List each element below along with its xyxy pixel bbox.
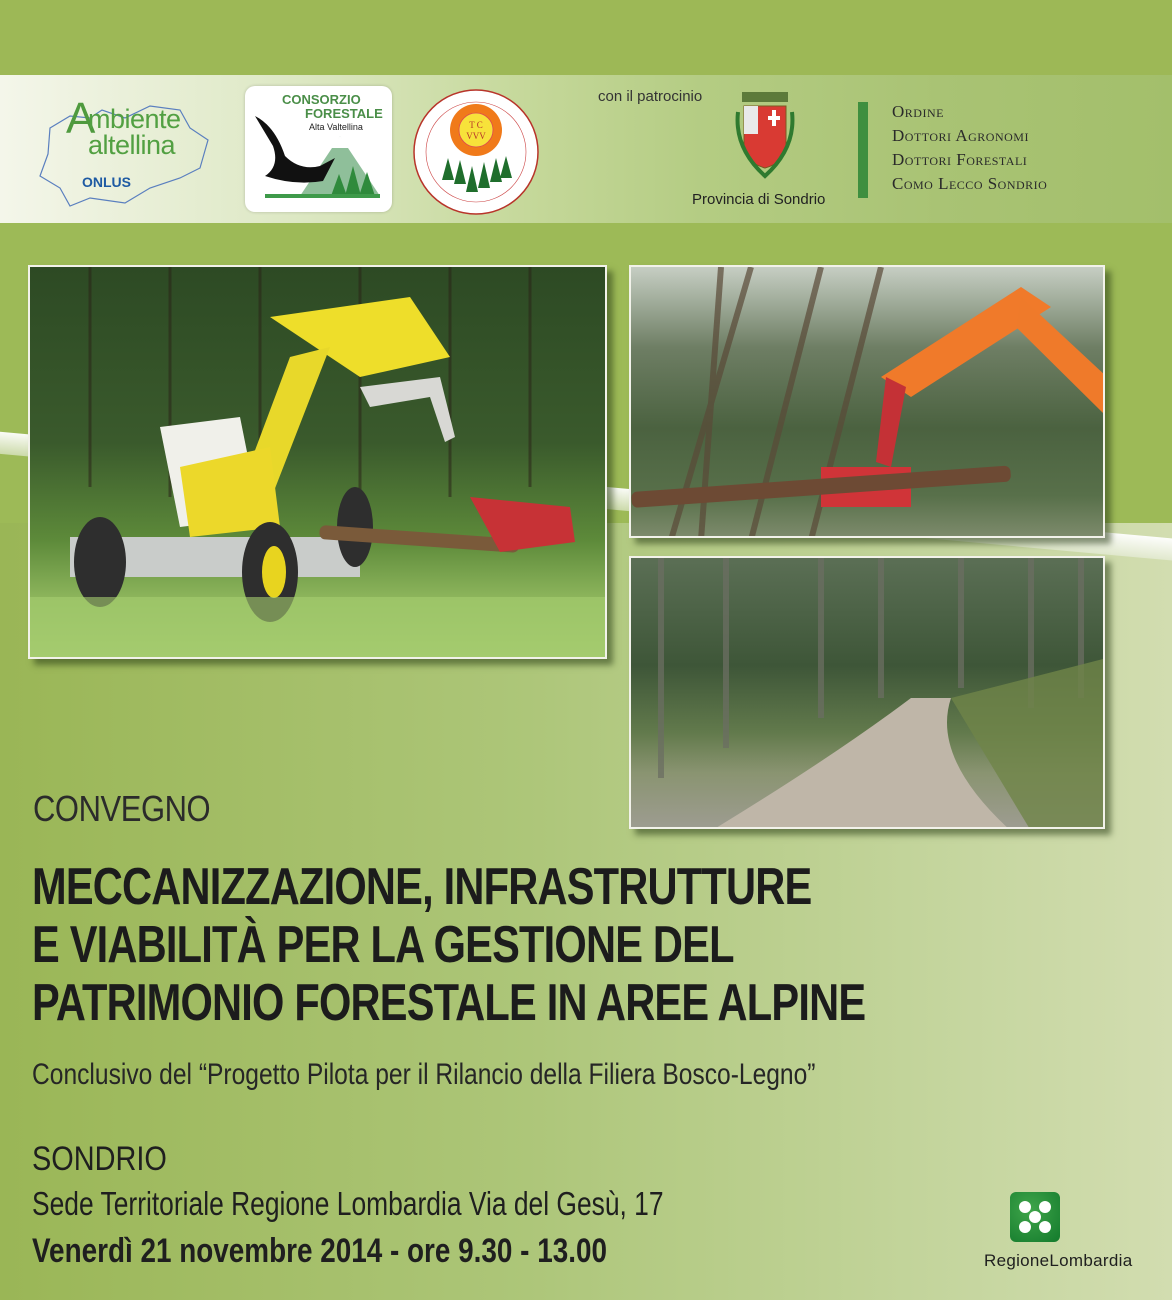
ordine-line: Ordine: [892, 102, 944, 121]
top-band: [0, 0, 1172, 75]
ordine-logo-text: [892, 100, 1047, 196]
ordine-line: Como Lecco Sondrio: [892, 174, 1048, 193]
coat-of-arms-icon: [730, 88, 800, 183]
patrocinio-label: con il patrocinio: [598, 88, 703, 105]
ordine-accent-bar: [858, 102, 868, 198]
provincia-label: Provincia di Sondrio: [692, 191, 826, 208]
harvester-photo: [28, 265, 607, 659]
eagle-mountain-icon: [245, 86, 392, 212]
regione-lombardia-logo: [1010, 1192, 1060, 1242]
event-type-label: CONVEGNO: [33, 788, 211, 829]
event-datetime: Venerdì 21 novembre 2014 - ore 9.30 - 13.00: [32, 1232, 607, 1270]
regione-lombardia-label: RegioneLombardia: [984, 1251, 1133, 1270]
av-line1: mbiente: [88, 104, 181, 134]
event-title-line: PATRIMONIO FORESTALE IN AREE ALPINE: [32, 974, 866, 1032]
ambiente-valtellina-logo: [30, 88, 220, 213]
event-city: SONDRIO: [32, 1140, 167, 1178]
event-subtitle: Conclusivo del “Progetto Pilota per il Rilancio della Filiera Bosco-Legno”: [32, 1058, 816, 1091]
ordine-line: Dottori Agronomi: [892, 126, 1029, 145]
svg-text:T C: T C: [469, 120, 483, 130]
cf-line1: CONSORZIO: [282, 92, 361, 107]
cf-line3: Alta Valtellina: [309, 122, 363, 132]
av-tagline: ONLUS: [82, 174, 131, 190]
provincia-sondrio-crest: [730, 88, 800, 183]
av-initial-a: A: [66, 94, 96, 143]
av-line2: altellina: [88, 130, 176, 160]
event-title-line: MECCANIZZAZIONE, INFRASTRUTTURE: [32, 858, 812, 916]
ordine-line: Dottori Forestali: [892, 150, 1028, 169]
tcvvv-sun-trees-icon: [412, 88, 540, 216]
tcvvv-logo: [412, 88, 540, 216]
forest-road-photo: [629, 556, 1105, 829]
harvester-illustration: [30, 267, 607, 659]
crane-illustration: [631, 267, 1105, 538]
event-title-line: E VIABILITÀ PER LA GESTIONE DEL: [32, 916, 734, 974]
event-title: [32, 858, 865, 1032]
crane-photo: [629, 265, 1105, 538]
rosa-camuna-icon: [1010, 1192, 1060, 1242]
cf-line2: FORESTALE: [305, 106, 383, 121]
forest-road-illustration: [631, 558, 1105, 829]
event-venue: Sede Territoriale Regione Lombardia Via del Gesù, 17: [32, 1185, 664, 1222]
svg-text:VVV: VVV: [466, 131, 486, 141]
consorzio-forestale-logo: [245, 86, 392, 212]
